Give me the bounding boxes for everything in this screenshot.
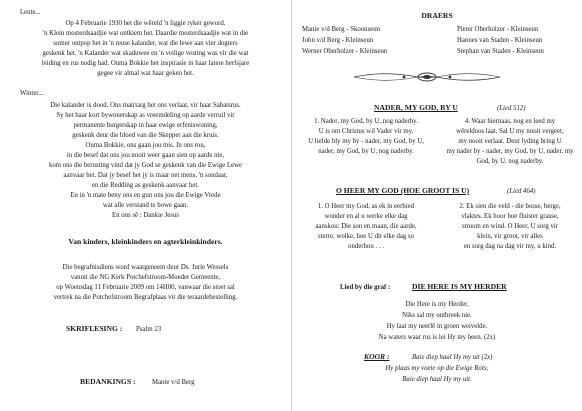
- graveside-song-label: Lied by die graf :: [340, 284, 391, 291]
- winter-line: geskenk deur die bloed van die Skepper aan die kruis.: [72, 132, 219, 139]
- bearer-name: John v/d Berg - Kleinseun: [302, 37, 374, 44]
- winter-line: en die Redding as geskenk aanvaar het.: [91, 182, 199, 189]
- hymn2-verse1-line: 1. O Heer my God, as ek in eerbied: [317, 203, 415, 210]
- graveside-song-title: DIE HERE IS MY HERDER: [412, 282, 507, 291]
- graveside-song-line: Niks sal my ontbreek nie.: [402, 312, 472, 319]
- bearer-name: Hannes van Staden - Kleinseun: [457, 37, 543, 44]
- lente-line: geskenk het. 'n Kalander wat skaduwee en 'n veilige vesting was vir die wat: [42, 50, 249, 57]
- winter-line: Ouma Bokkie, ons gaan jou mis. In ons rou,: [85, 142, 206, 149]
- hymn2-verse2-line: stroom en wind. O Heer, U sorg vir: [461, 223, 559, 230]
- winter-line: En in 'n mate beny ons en gun ons jou die Ewige Vrede: [70, 192, 221, 199]
- lente-line: gegee vir almal wat haar geken het.: [97, 70, 194, 77]
- lente-line: somer ontpop het in 'n reuse kalander, wat die lewe aan vier dogters: [53, 40, 238, 47]
- bearer-name: Manie v/d Berg - Skoonseun: [302, 26, 381, 33]
- winter-line: kom ons die berusting vind dat jy God se geskenk van die Ewige Lewe: [48, 162, 243, 169]
- reading-value: Psalm 23: [136, 326, 162, 333]
- chorus-line: Baie diep haal Hy my uit (2x): [412, 354, 493, 361]
- winter-line: wat alle verstand te bowe gaan.: [102, 202, 189, 209]
- funeral-line: vertrek na die Potchefstroom Begrafplaas vir die teraardebestelling.: [53, 294, 238, 301]
- chorus-line: Baie diep haal Hy my uit.: [402, 376, 472, 383]
- thanks-label: BEDANKINGS :: [80, 377, 136, 386]
- hymn2-verse2-line: en sorg dag na dag vir my, u kind.: [463, 243, 557, 250]
- draers-title: DRAERS: [421, 11, 453, 20]
- winter-line: En ons sê : Dankie Jesus: [111, 212, 180, 219]
- hymn1-verse4-line: wêreldoos laat, Sal U my nooit vergeet;: [456, 128, 564, 135]
- hymn2-verse1-line: sterre, wolke, hoe U dit elke dag so: [317, 233, 415, 240]
- winter-heading: Winter...: [20, 90, 44, 97]
- ornamental-divider: [352, 69, 502, 85]
- hymn2-verse1-line: wonder en al u werke elke dag: [324, 213, 408, 220]
- hymn2-ref: (Lied 464): [507, 188, 536, 195]
- reading-label: SKRIFLESING :: [66, 324, 123, 333]
- hymn2-verse1-line: onderhou . . .: [348, 243, 384, 250]
- graveside-song-line: Na waters waar rus is lei Hy my heen. (2x): [378, 334, 496, 341]
- thanks-value: Manie v/d Berg: [152, 379, 195, 386]
- hymn1-verse4-line: 4. Waar hiernaas, nog en leed my: [464, 118, 556, 125]
- hymn2-verse2-line: vlaktes. Ek hoor hoe fluister grasse,: [461, 213, 559, 220]
- lente-line: 'n Klein mosterdsaadjie wat ontkiem het. Daardie mosterdsaadjie wat in die: [42, 30, 249, 37]
- funeral-line: op Woensdag 11 Februarie 2009 om 14H00, vanwaar die stoet sal: [56, 284, 235, 291]
- winter-line: Sy het haar kort bywonerskap as vreemdeling op aarde verruil vir: [56, 112, 235, 119]
- winter-line: permanente burgerskap in haar ewige erfeniswoning,: [73, 122, 218, 129]
- hymn1-verse4-line: my nooit verlaat. Deur lyding bring U: [458, 138, 562, 145]
- funeral-line: vanuit die NG Kerk Potchefstroom-Moeder Gemeente,: [70, 274, 221, 281]
- hymn1-ref: (Lied 512): [497, 105, 526, 112]
- hymn2-verse2-line: klein, vir groot, vir alles: [477, 233, 543, 240]
- bearer-name: Pieter Oberholzer - Kleinseun: [457, 26, 539, 33]
- graveside-song-line: Die Here is my Herder,: [405, 301, 469, 308]
- hymn2-verse1-line: aanskou: Die son en maan, die aarde,: [315, 223, 417, 230]
- hymn2-verse2-line: 2. Ek sien die veld - die bosse, berge,: [459, 203, 561, 210]
- hymn1-verse1-line: nader, my God, by U, nog naderby.: [318, 148, 414, 155]
- family-thanks: Van kinders, kleinkinders en agterkleinkinders.: [68, 237, 223, 246]
- graveside-song-line: Hy laat my neerlê in groen weivelde.: [386, 323, 488, 330]
- lente-line: leiding en rus nodig had. Ouma Bokkie het inspirasie in haar latere herfsjare: [41, 60, 250, 67]
- lente-heading: Lente...: [20, 9, 41, 16]
- winter-line: in die besef dat ons jou nooit weer gaan sien op aarde nie,: [66, 152, 225, 159]
- chorus-line: Hy plaas my voete op die Ewige Rots;: [385, 365, 489, 372]
- chorus-label: KOOR :: [364, 352, 390, 361]
- right-page: [292, 0, 582, 411]
- funeral-line: Die begrafnisdiens word waargeneem deur Ds. Jurie Wessels: [62, 264, 229, 271]
- winter-line: Die kalander is dood. Ons matriarg het ons verlaat, vir haar Sabatsrus.: [50, 102, 241, 109]
- hymn1-verse1-line: U is om Christus wil Vader vir my.: [318, 128, 414, 135]
- hymn1-verse1-line: U liefde bly my by - nader, my God, by U,: [308, 138, 424, 145]
- winter-line: aanvaar het. Dat jy besef het jy is maar net mens, 'n sondaar,: [63, 172, 228, 179]
- hymn1-title: NADER, MY GOD, BY U: [374, 103, 458, 112]
- hymn1-verse4-line: my nader by - nader, my God, by U, nader, my: [446, 148, 574, 155]
- bearer-name: Werner Oberholzer - Kleinseun: [302, 48, 388, 55]
- bearer-name: Stephan van Staden - Kleinseun: [457, 48, 544, 55]
- hymn1-verse4-line: God, by U, nog naderby.: [476, 158, 544, 165]
- hymn2-title: O HEER MY GOD (HOE GROOT IS U): [336, 186, 470, 195]
- lente-line: Op 4 Februarie 1930 het die wêreld 'n liggie ryker geword.: [65, 20, 226, 27]
- hymn1-verse1-line: 1. Nader, my God, by U, nog naderby.: [314, 118, 418, 125]
